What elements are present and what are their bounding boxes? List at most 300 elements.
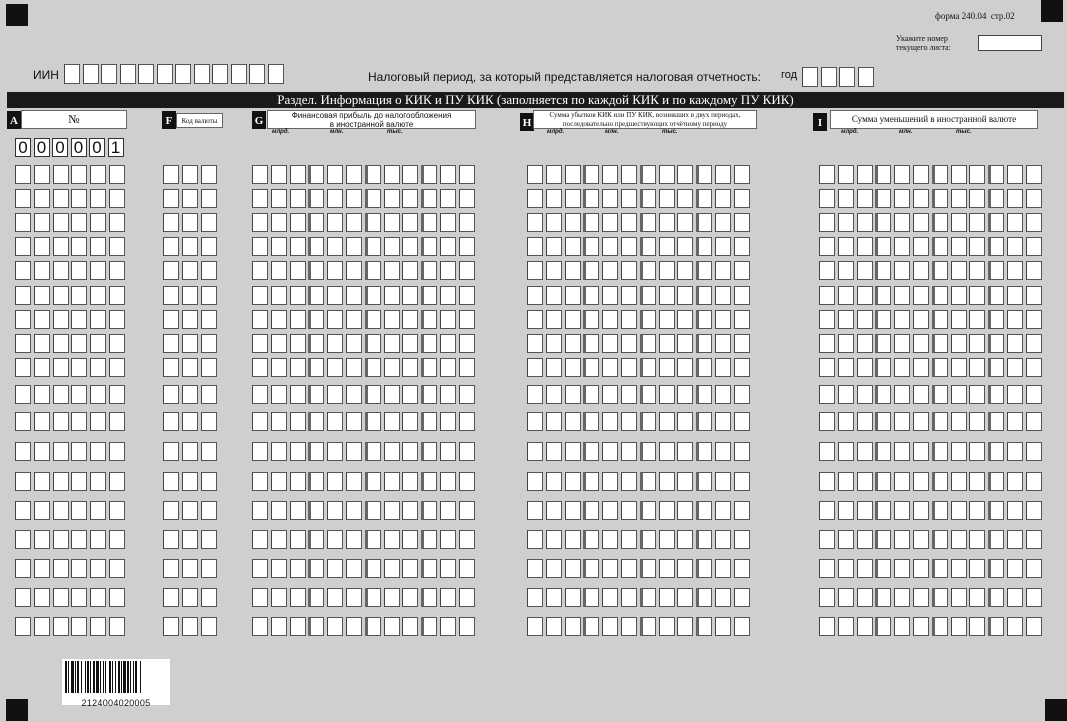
profit-cell[interactable] [346,588,362,607]
row-number-cell[interactable] [109,165,125,184]
decrease-cell[interactable] [894,617,910,636]
row-number-cell[interactable] [53,472,69,491]
losses-cell[interactable] [602,310,618,329]
profit-cell[interactable] [252,617,268,636]
row-number-cell[interactable] [90,310,106,329]
row-number-cell[interactable] [53,617,69,636]
decrease-cell[interactable] [1007,358,1023,377]
decrease-cell[interactable] [819,213,835,232]
row-number-cell[interactable] [90,588,106,607]
profit-cell[interactable] [327,165,343,184]
row-number-cell[interactable] [34,286,50,305]
decrease-cell[interactable] [838,472,854,491]
decrease-cell[interactable] [932,310,948,329]
currency-code-cell[interactable] [201,588,217,607]
profit-cell[interactable] [327,237,343,256]
profit-cell[interactable] [421,334,437,353]
profit-cell[interactable] [402,310,418,329]
losses-cell[interactable] [602,442,618,461]
decrease-cell[interactable] [1007,442,1023,461]
row-number-cell[interactable] [109,385,125,404]
decrease-cell[interactable] [875,165,891,184]
decrease-cell[interactable] [1026,559,1042,578]
losses-cell[interactable] [621,412,637,431]
decrease-cell[interactable] [1026,334,1042,353]
losses-cell[interactable] [734,559,750,578]
currency-code-cell[interactable] [163,334,179,353]
profit-cell[interactable] [252,261,268,280]
profit-cell[interactable] [252,559,268,578]
profit-cell[interactable] [271,261,287,280]
row-number-cell[interactable] [34,237,50,256]
decrease-cell[interactable] [969,501,985,520]
profit-cell[interactable] [271,385,287,404]
decrease-cell[interactable] [894,442,910,461]
sheet-number-input[interactable] [978,35,1042,51]
losses-cell[interactable] [621,334,637,353]
losses-cell[interactable] [546,310,562,329]
profit-cell[interactable] [271,165,287,184]
decrease-cell[interactable] [932,286,948,305]
losses-cell[interactable] [696,588,712,607]
losses-cell[interactable] [734,442,750,461]
losses-cell[interactable] [565,334,581,353]
profit-cell[interactable] [346,358,362,377]
decrease-cell[interactable] [913,358,929,377]
profit-cell[interactable] [346,286,362,305]
losses-cell[interactable] [565,237,581,256]
losses-cell[interactable] [527,588,543,607]
profit-cell[interactable] [290,237,306,256]
decrease-cell[interactable] [819,472,835,491]
profit-cell[interactable] [327,334,343,353]
losses-cell[interactable] [640,261,656,280]
profit-cell[interactable] [365,358,381,377]
row-number-cell[interactable] [34,472,50,491]
currency-code-cell[interactable] [182,588,198,607]
decrease-cell[interactable] [951,617,967,636]
losses-cell[interactable] [527,237,543,256]
losses-cell[interactable] [659,189,675,208]
currency-code-cell[interactable] [163,530,179,549]
profit-cell[interactable] [421,385,437,404]
profit-cell[interactable] [346,310,362,329]
losses-cell[interactable] [659,530,675,549]
profit-cell[interactable] [365,442,381,461]
profit-cell[interactable] [290,189,306,208]
row-number-cell[interactable] [90,385,106,404]
row-number-cell[interactable] [34,334,50,353]
losses-cell[interactable] [696,213,712,232]
profit-cell[interactable] [365,189,381,208]
decrease-cell[interactable] [969,261,985,280]
profit-cell[interactable] [290,412,306,431]
row-number-cell[interactable] [15,530,31,549]
profit-cell[interactable] [402,617,418,636]
profit-cell[interactable] [252,237,268,256]
row-number-cell[interactable] [90,472,106,491]
profit-cell[interactable] [290,442,306,461]
currency-code-cell[interactable] [182,237,198,256]
losses-cell[interactable] [659,310,675,329]
decrease-cell[interactable] [857,588,873,607]
losses-cell[interactable] [640,588,656,607]
row-number-cell[interactable] [71,310,87,329]
decrease-cell[interactable] [988,442,1004,461]
profit-cell[interactable] [384,334,400,353]
profit-cell[interactable] [290,472,306,491]
losses-cell[interactable] [715,385,731,404]
currency-code-cell[interactable] [201,385,217,404]
profit-cell[interactable] [308,237,324,256]
losses-cell[interactable] [677,310,693,329]
row-number-cell[interactable] [34,310,50,329]
profit-cell[interactable] [308,165,324,184]
currency-code-cell[interactable] [163,412,179,431]
decrease-cell[interactable] [951,442,967,461]
profit-cell[interactable] [440,358,456,377]
profit-cell[interactable] [384,559,400,578]
decrease-cell[interactable] [875,213,891,232]
decrease-cell[interactable] [1026,472,1042,491]
losses-cell[interactable] [527,213,543,232]
profit-cell[interactable] [459,442,475,461]
losses-cell[interactable] [640,310,656,329]
decrease-cell[interactable] [969,310,985,329]
decrease-cell[interactable] [1007,617,1023,636]
decrease-cell[interactable] [913,261,929,280]
decrease-cell[interactable] [913,237,929,256]
decrease-cell[interactable] [857,617,873,636]
row-number-cell[interactable] [71,530,87,549]
losses-cell[interactable] [527,385,543,404]
losses-cell[interactable] [659,501,675,520]
currency-code-cell[interactable] [201,261,217,280]
profit-cell[interactable] [252,530,268,549]
profit-cell[interactable] [459,237,475,256]
losses-cell[interactable] [602,358,618,377]
profit-cell[interactable] [440,165,456,184]
profit-cell[interactable] [271,442,287,461]
decrease-cell[interactable] [951,559,967,578]
losses-cell[interactable] [602,385,618,404]
currency-code-cell[interactable] [163,310,179,329]
losses-cell[interactable] [659,261,675,280]
profit-cell[interactable] [459,358,475,377]
decrease-cell[interactable] [875,412,891,431]
losses-cell[interactable] [659,165,675,184]
decrease-cell[interactable] [1007,165,1023,184]
decrease-cell[interactable] [875,237,891,256]
losses-cell[interactable] [734,213,750,232]
profit-cell[interactable] [384,530,400,549]
decrease-cell[interactable] [932,442,948,461]
decrease-cell[interactable] [932,385,948,404]
profit-cell[interactable] [290,358,306,377]
profit-cell[interactable] [252,412,268,431]
decrease-cell[interactable] [913,286,929,305]
decrease-cell[interactable] [969,385,985,404]
decrease-cell[interactable] [951,261,967,280]
decrease-cell[interactable] [951,237,967,256]
profit-cell[interactable] [271,310,287,329]
decrease-cell[interactable] [875,442,891,461]
profit-cell[interactable] [421,559,437,578]
profit-cell[interactable] [421,617,437,636]
losses-cell[interactable] [734,588,750,607]
decrease-cell[interactable] [951,472,967,491]
losses-cell[interactable] [715,286,731,305]
losses-cell[interactable] [734,334,750,353]
losses-cell[interactable] [640,189,656,208]
profit-cell[interactable] [290,213,306,232]
losses-cell[interactable] [583,385,599,404]
losses-cell[interactable] [583,617,599,636]
row-number-cell[interactable] [53,237,69,256]
row-number-cell[interactable] [34,358,50,377]
currency-code-cell[interactable] [163,472,179,491]
losses-cell[interactable] [621,213,637,232]
row-number-cell[interactable] [34,617,50,636]
decrease-cell[interactable] [875,588,891,607]
losses-cell[interactable] [602,530,618,549]
losses-cell[interactable] [677,261,693,280]
losses-cell[interactable] [640,472,656,491]
profit-cell[interactable] [365,530,381,549]
losses-cell[interactable] [696,310,712,329]
losses-cell[interactable] [640,501,656,520]
losses-cell[interactable] [565,501,581,520]
decrease-cell[interactable] [969,617,985,636]
decrease-cell[interactable] [894,501,910,520]
losses-cell[interactable] [621,358,637,377]
row-number-cell[interactable] [34,213,50,232]
profit-cell[interactable] [440,189,456,208]
profit-cell[interactable] [327,310,343,329]
profit-cell[interactable] [271,358,287,377]
decrease-cell[interactable] [1026,530,1042,549]
row-number-cell[interactable] [109,358,125,377]
losses-cell[interactable] [602,588,618,607]
row-number-cell[interactable] [53,310,69,329]
losses-cell[interactable] [696,237,712,256]
currency-code-cell[interactable] [163,588,179,607]
profit-cell[interactable] [459,310,475,329]
profit-cell[interactable] [421,588,437,607]
decrease-cell[interactable] [932,189,948,208]
decrease-cell[interactable] [1007,213,1023,232]
decrease-cell[interactable] [932,617,948,636]
row-number-cell[interactable] [15,358,31,377]
decrease-cell[interactable] [913,385,929,404]
losses-cell[interactable] [583,237,599,256]
decrease-cell[interactable] [857,472,873,491]
decrease-cell[interactable] [875,472,891,491]
losses-cell[interactable] [640,165,656,184]
profit-cell[interactable] [440,213,456,232]
row-number-cell[interactable] [90,334,106,353]
row-number-cell[interactable] [53,165,69,184]
decrease-cell[interactable] [819,442,835,461]
losses-cell[interactable] [734,358,750,377]
decrease-cell[interactable] [875,559,891,578]
losses-cell[interactable] [715,334,731,353]
profit-cell[interactable] [402,588,418,607]
losses-cell[interactable] [659,237,675,256]
row-number-cell[interactable] [71,472,87,491]
row-number-cell[interactable] [109,334,125,353]
decrease-cell[interactable] [857,412,873,431]
losses-cell[interactable] [565,385,581,404]
profit-cell[interactable] [290,286,306,305]
profit-cell[interactable] [384,472,400,491]
profit-cell[interactable] [290,559,306,578]
profit-cell[interactable] [402,189,418,208]
losses-cell[interactable] [546,442,562,461]
year-cell[interactable] [839,67,855,87]
profit-cell[interactable] [384,412,400,431]
decrease-cell[interactable] [969,559,985,578]
losses-cell[interactable] [583,310,599,329]
row-number-cell[interactable] [53,530,69,549]
decrease-cell[interactable] [894,334,910,353]
row-number-cell[interactable] [15,261,31,280]
decrease-cell[interactable] [857,442,873,461]
decrease-cell[interactable] [932,472,948,491]
losses-cell[interactable] [734,310,750,329]
losses-cell[interactable] [527,472,543,491]
profit-cell[interactable] [290,261,306,280]
profit-cell[interactable] [327,472,343,491]
profit-cell[interactable] [440,385,456,404]
profit-cell[interactable] [327,588,343,607]
row-number-cell[interactable] [90,261,106,280]
iin-cell[interactable] [64,64,80,84]
decrease-cell[interactable] [875,358,891,377]
profit-cell[interactable] [252,442,268,461]
decrease-cell[interactable] [913,310,929,329]
profit-cell[interactable] [365,237,381,256]
currency-code-cell[interactable] [163,385,179,404]
decrease-cell[interactable] [819,189,835,208]
profit-cell[interactable] [252,189,268,208]
profit-cell[interactable] [308,334,324,353]
iin-cell[interactable] [268,64,284,84]
profit-cell[interactable] [271,530,287,549]
losses-cell[interactable] [565,261,581,280]
losses-cell[interactable] [565,472,581,491]
losses-cell[interactable] [602,412,618,431]
row-number-cell[interactable] [53,261,69,280]
iin-cell[interactable] [157,64,173,84]
decrease-cell[interactable] [1007,472,1023,491]
row-number-cell[interactable] [34,588,50,607]
currency-code-cell[interactable] [163,358,179,377]
profit-cell[interactable] [440,501,456,520]
currency-code-cell[interactable] [182,358,198,377]
losses-cell[interactable] [715,617,731,636]
profit-cell[interactable] [290,165,306,184]
decrease-cell[interactable] [894,588,910,607]
currency-code-cell[interactable] [201,617,217,636]
decrease-cell[interactable] [932,501,948,520]
losses-cell[interactable] [640,412,656,431]
row-number-cell[interactable] [71,617,87,636]
decrease-cell[interactable] [988,385,1004,404]
decrease-cell[interactable] [969,442,985,461]
profit-cell[interactable] [384,617,400,636]
losses-cell[interactable] [565,442,581,461]
row-number-cell[interactable] [34,385,50,404]
decrease-cell[interactable] [894,237,910,256]
losses-cell[interactable] [640,213,656,232]
losses-cell[interactable] [583,261,599,280]
losses-cell[interactable] [696,334,712,353]
decrease-cell[interactable] [1007,588,1023,607]
decrease-cell[interactable] [894,412,910,431]
losses-cell[interactable] [527,530,543,549]
decrease-cell[interactable] [857,334,873,353]
decrease-cell[interactable] [913,530,929,549]
profit-cell[interactable] [346,237,362,256]
row-number-cell[interactable] [15,385,31,404]
losses-cell[interactable] [621,559,637,578]
currency-code-cell[interactable] [201,501,217,520]
decrease-cell[interactable] [913,213,929,232]
decrease-cell[interactable] [988,358,1004,377]
currency-code-cell[interactable] [182,442,198,461]
profit-cell[interactable] [308,213,324,232]
decrease-cell[interactable] [932,559,948,578]
profit-cell[interactable] [384,213,400,232]
decrease-cell[interactable] [969,286,985,305]
row-number-cell[interactable] [109,472,125,491]
losses-cell[interactable] [696,530,712,549]
decrease-cell[interactable] [857,286,873,305]
profit-cell[interactable] [402,286,418,305]
decrease-cell[interactable] [838,358,854,377]
decrease-cell[interactable] [838,530,854,549]
profit-cell[interactable] [308,472,324,491]
profit-cell[interactable] [421,412,437,431]
decrease-cell[interactable] [1026,617,1042,636]
profit-cell[interactable] [384,261,400,280]
losses-cell[interactable] [583,358,599,377]
profit-cell[interactable] [459,334,475,353]
profit-cell[interactable] [365,286,381,305]
currency-code-cell[interactable] [182,385,198,404]
losses-cell[interactable] [677,385,693,404]
losses-cell[interactable] [677,286,693,305]
decrease-cell[interactable] [857,385,873,404]
decrease-cell[interactable] [1007,334,1023,353]
losses-cell[interactable] [677,559,693,578]
profit-cell[interactable] [402,501,418,520]
losses-cell[interactable] [621,261,637,280]
decrease-cell[interactable] [875,501,891,520]
losses-cell[interactable] [583,334,599,353]
losses-cell[interactable] [602,501,618,520]
decrease-cell[interactable] [1026,588,1042,607]
losses-cell[interactable] [640,617,656,636]
losses-cell[interactable] [621,530,637,549]
decrease-cell[interactable] [875,530,891,549]
losses-cell[interactable] [527,442,543,461]
profit-cell[interactable] [384,310,400,329]
losses-cell[interactable] [583,286,599,305]
losses-cell[interactable] [565,189,581,208]
decrease-cell[interactable] [838,412,854,431]
